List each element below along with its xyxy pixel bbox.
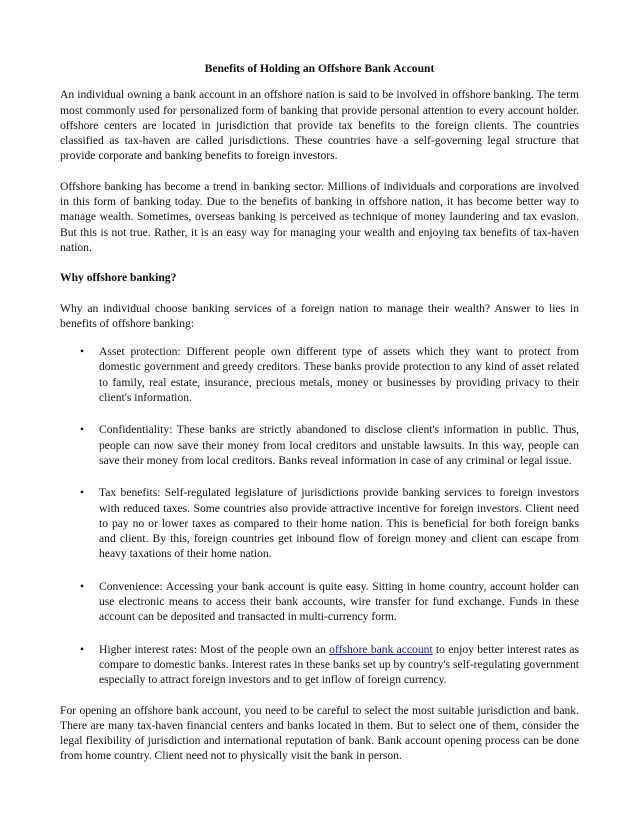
bullet-icon: •	[80, 486, 85, 500]
benefit-text-before-link: Higher interest rates: Most of the people own an	[99, 642, 330, 656]
benefit-text: Tax benefits: Self-regulated legislature of jurisdictions provide banking services to foreign investors with reduced taxes. Some countries also provide attractive incentive for foreign investors. Client need to pay no or lower taxes as compared to their home nation. This is beneficial for both foreign banks and client. By this, foreign countries get inbound flow of foreign money and client can escape from heavy taxations of their home nation.	[99, 486, 579, 561]
bullet-icon: •	[80, 642, 85, 656]
benefit-text: Asset protection: Different people own different type of assets which they want to protect from domestic government and greedy creditors. These banks provide protection to any kind of asset related to family, real estate, insurance, precious metals, money or businesses by providing privacy to their client's information.	[99, 345, 579, 405]
closing-paragraph: For opening an offshore bank account, you need to be careful to select the most suitable jurisdiction and bank. There are many tax-haven financial centers and banks located in them. But to select one of them, consider the legal flexibility of jurisdiction and international reputation of bank. Bank account opening process can be done from home country. Client need not to physically visit the bank in person.	[60, 703, 579, 763]
bullet-icon: •	[80, 579, 85, 593]
document-page	[60, 61, 579, 764]
benefit-item-confidentiality	[80, 422, 579, 468]
benefit-text: Confidentiality: These banks are strictly abandoned to disclose client's information in public. Thus, people can now save their money from local creditors and unstable lawsuits. In this way, people can save their money from local creditors. Banks reveal information in case of any criminal or legal issue.	[99, 423, 579, 467]
benefit-item-higher-interest-rates	[80, 642, 580, 688]
section-intro: Why an individual choose banking services of a foreign nation to manage their wealth? Answer to lies in benefits of offshore banking:	[60, 301, 579, 330]
document-title: Benefits of Holding an Offshore Bank Account	[204, 62, 435, 75]
benefit-item-convenience	[80, 579, 579, 625]
benefit-item-asset-protection	[80, 344, 579, 405]
section-heading: Why offshore banking?	[60, 271, 177, 285]
benefits-list	[60, 344, 579, 687]
bullet-icon: •	[80, 423, 85, 437]
intro-paragraph-2: Offshore banking has become a trend in banking sector. Millions of individuals and corporations are involved in this form of banking today. Due to the benefits of banking in offshore nation, it has become better way to manage wealth. Sometimes, overseas banking is perceived as technique of money laundering and tax evasion. But this is not true. Rather, it is an easy way for managing your wealth and enjoying tax benefits of tax-haven nation.	[60, 179, 579, 254]
bullet-icon: •	[80, 345, 85, 359]
intro-paragraph-1: An individual owning a bank account in an offshore nation is said to be involved in offshore banking. The term most commonly used for personalized form of banking that provide personal attention to every account holder. offshore centers are located in jurisdiction that provide tax benefits to the foreign clients. The countries classified as tax-haven are called jurisdictions. These countries have a self-governing legal structure that provide corporate and banking benefits to foreign investors.	[60, 88, 579, 163]
benefit-item-tax-benefits	[80, 485, 579, 561]
benefit-text: Convenience: Accessing your bank account is quite easy. Sitting in home country, account holder can use electronic means to access their bank accounts, wire transfer for fund exchange. Funds in these account can be deposited and transacted in multi-currency form.	[99, 579, 579, 624]
benefit-text-after-link: to enjoy better interest rates as compare to domestic banks. Interest rates in these banks set up by country's self-regulating government especially to attract foreign investors and to get inflow of foreign currency.	[99, 642, 580, 687]
offshore-bank-account-link[interactable]: offshore bank account	[329, 642, 433, 656]
